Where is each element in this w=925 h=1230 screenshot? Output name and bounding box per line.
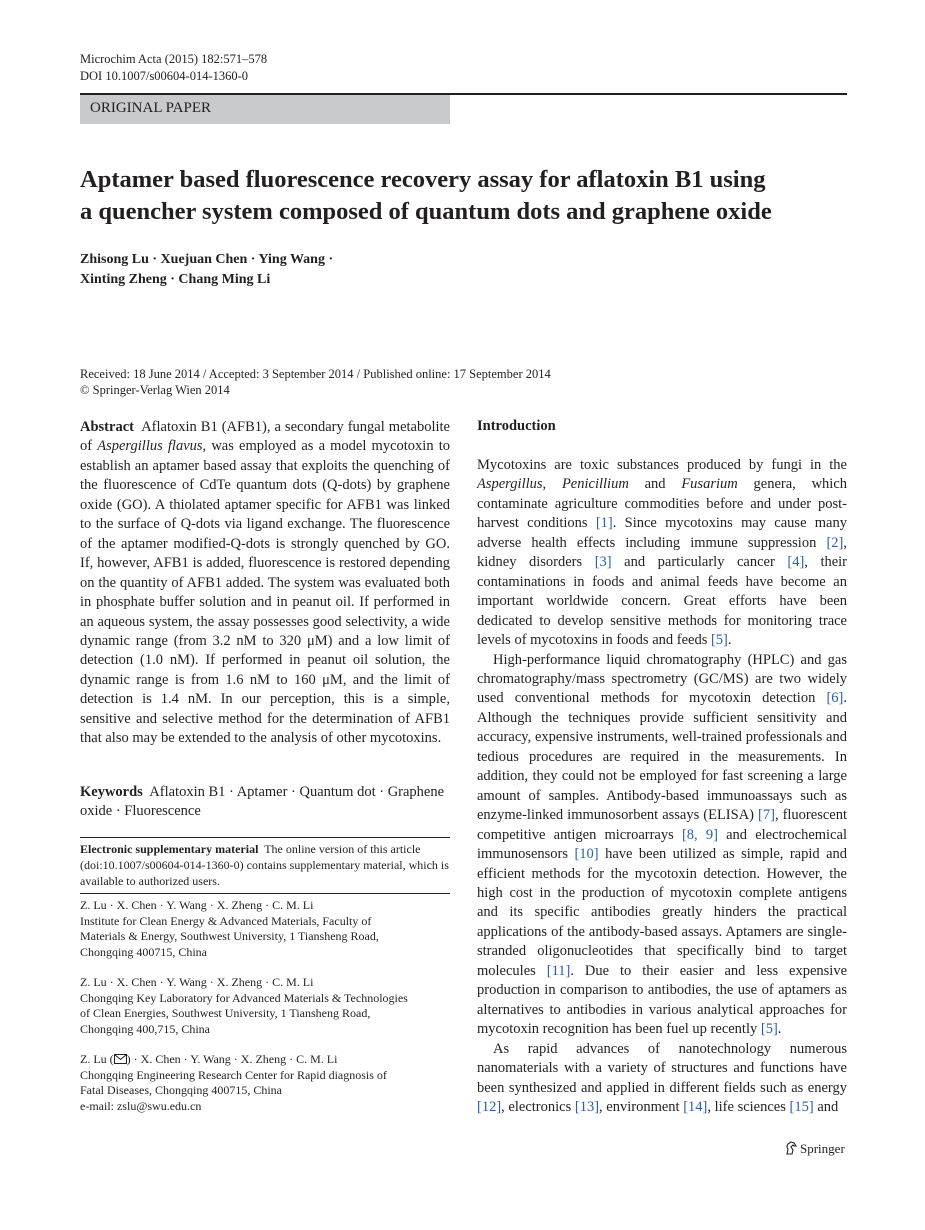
citation-link[interactable]: [2] [826, 534, 844, 551]
dates-line: Received: 18 June 2014 / Accepted: 3 September 2014 / Published online: 17 September 2014 [80, 367, 551, 381]
citation-link[interactable]: [1] [595, 515, 613, 532]
text-run: and particularly cancer [611, 554, 788, 571]
copyright-line [80, 382, 847, 398]
text-run: Mycotoxins are toxic substances produced by fungi in the [477, 457, 847, 473]
abstract [80, 418, 450, 749]
email-line[interactable]: e-mail: zslu@swu.edu.cn [80, 1098, 202, 1113]
section-label: ORIGINAL PAPER [90, 100, 211, 116]
affiliation-1 [80, 898, 450, 960]
affiliation-line: Materials & Energy, Southwest University, 1 Tiansheng Road, [80, 929, 379, 944]
intro-paragraph-2 [477, 651, 847, 1040]
citation-link[interactable]: [3] [594, 554, 612, 571]
journal-header [80, 51, 267, 85]
author-list [80, 250, 480, 290]
citation-link[interactable]: [11] [546, 962, 571, 979]
citation-link[interactable]: [7] [758, 807, 775, 824]
text-run: As rapid advances of nanotechnology numerous nanomaterials with a variety of structures and functions have been synthesized and applied in different fields such as energy [477, 1040, 847, 1096]
text-run: and [628, 476, 682, 493]
esm-text: The online version of this article (doi:10.1007/s00604-014-1360-0) contains supplementary material, which is available to authorized users. [80, 842, 449, 888]
text-run: , kidney disorders [477, 534, 847, 571]
affiliation-line: Chongqing Key Laboratory for Advanced Materials & Technologies [80, 990, 408, 1005]
abstract-species: Aspergillus flavus [97, 438, 203, 455]
citation-link[interactable]: [12] [477, 1098, 502, 1115]
text-run: . Although the techniques provide sufficient sensitivity and accuracy, expensive instruments, well-trained professionals and tedious procedures are required in the measurements. In addition, they could not be employed for fast screening a large amount of samples. Antibody-based immunoassays such as enzyme-linked immunosorbent assays (ELISA) [477, 690, 847, 824]
citation-link[interactable]: [5] [710, 632, 728, 649]
affiliation-line: Institute for Clean Energy & Advanced Materials, Faculty of [80, 913, 372, 928]
affiliation-authors-rest: ) · X. Chen · Y. Wang · X. Zheng · C. M. Li [126, 1052, 338, 1066]
text-run: , [542, 476, 562, 493]
text-run: and [813, 1098, 839, 1115]
citation-link[interactable]: [15] [789, 1098, 814, 1115]
text-run: . Since mycotoxins may cause many adverse health effects including immune suppression [477, 515, 847, 551]
affiliation-authors [80, 1052, 450, 1068]
paper-title [80, 164, 847, 228]
title-line-2: a quencher system composed of quantum dots and graphene oxide [80, 198, 772, 225]
text-run: , fluorescent competitive antigen microarrays [477, 807, 847, 843]
citation-link[interactable]: [14] [683, 1098, 708, 1115]
text-run: , environment [599, 1098, 684, 1115]
text-run: , their contaminations in foods and animal feeds have become an important worldwide concern. Great efforts have been dedicated to develop sensitive methods for monitoring trace levels of mycotoxins in foods and feeds [477, 554, 848, 649]
abstract-text-2: , was employed as a model mycotoxin to establish an aptamer based assay that exploits the quenching of the fluorescence of CdTe quantum dots (Q-dots) by graphene oxide (GO). A thiolated aptamer specific for AFB1 was linked to the surface of Q-dots via ligand exchange. The fluorescence of the aptamer modified-Q-dots is strongly quenched by GO. If, however, AFB1 is added, fluorescence is restored depending on the quantity of AFB1 added. The system was evaluated both in phosphate buffer solution and in peanut oil. If performed in an aqueous system, the assay possesses good selectivity, a wide dynamic range (from 3.2 nM to 320 μM) and a low limit of detection (1.0 nM). If performed in peanut oil solution, the dynamic range is from 1.6 nM to 160 μM, and the limit of detection is 1.4 nM. In our perception, this is a simple, sensitive and selective method for the determination of AFB1 that also may be extended to the analysis of other mycotoxins. [80, 438, 450, 747]
text-run: genera, which contaminate agriculture commodities before and under post-harvest conditions [477, 476, 848, 532]
intro-paragraph-1 [477, 456, 847, 651]
envelope-icon [114, 1054, 127, 1064]
introduction-body [477, 456, 847, 1117]
text-run: have been utilized as simple, rapid and efficient methods for the mycotoxin detection. However, the high cost in the production of mycotoxin complete antigens and its specific antibodies greatly hinders the practical applications of the antibody-based assays. Aptamers are single-stranded oligonucleotides that specifically bind to target molecules [477, 846, 848, 979]
affiliation-3 [80, 1052, 450, 1114]
authors-line-2: Xinting Zheng · Chang Ming Li [80, 272, 271, 287]
genus-name: Aspergillus [477, 476, 543, 493]
affiliation-line: of Clean Energies, Southwest University, 1 Tiansheng Road, [80, 1006, 371, 1021]
corresponding-author: Z. Lu ( [80, 1052, 114, 1066]
section-label-bar [80, 95, 450, 124]
supplementary-material-note [80, 841, 450, 889]
text-run: . Due to their easier and less expensive production in comparison to antibodies, the use of aptamers as alternatives to antibodies in various analytical approaches for mycotoxin recognition has been fuel up recently [477, 962, 847, 1038]
genus-name: Fusarium [681, 476, 738, 493]
text-run: . [727, 632, 732, 649]
citation-link[interactable]: [8, 9] [681, 826, 718, 843]
intro-paragraph-3 [477, 1040, 847, 1118]
text-run: and electrochemical immunosensors [477, 826, 847, 863]
citation-link[interactable]: [10] [574, 846, 599, 863]
affiliation-authors: Z. Lu · X. Chen · Y. Wang · X. Zheng · C. M. Li [80, 975, 314, 989]
abstract-label: Abstract [80, 419, 134, 435]
springer-horse-icon [785, 1141, 797, 1155]
affiliation-line: Fatal Diseases, Chongqing 400715, China [80, 1083, 282, 1098]
publisher-name: Springer [800, 1141, 845, 1156]
affiliation-2 [80, 975, 450, 1037]
journal-citation: Microchim Acta (2015) 182:571–578 [80, 52, 268, 66]
citation-link[interactable]: [6] [826, 690, 844, 707]
text-run: High-performance liquid chromatography (HPLC) and gas chromatography/mass spectrometry (GC/MS) are two widely used conventional methods for mycotoxin detection [477, 651, 847, 707]
publication-dates [80, 366, 847, 398]
keywords [80, 783, 450, 822]
genus-name: Penicillium [561, 476, 629, 493]
doi: DOI 10.1007/s00604-014-1360-0 [80, 69, 249, 83]
citation-link[interactable]: [5] [760, 1021, 778, 1038]
authors-line-1: Zhisong Lu · Xuejuan Chen · Ying Wang · [80, 252, 334, 267]
title-line-1: Aptamer based fluorescence recovery assay for aflatoxin B1 using [80, 166, 766, 193]
affiliation-line: Chongqing Engineering Research Center for Rapid diagnosis of [80, 1067, 387, 1082]
keywords-label: Keywords [80, 784, 143, 800]
divider [80, 893, 450, 894]
copyright-icon: © [80, 383, 90, 397]
citation-link[interactable]: [13] [574, 1098, 600, 1115]
introduction-heading: Introduction [477, 418, 556, 434]
text-run: , life sciences [707, 1098, 790, 1115]
copyright-text: Springer-Verlag Wien 2014 [92, 383, 230, 397]
esm-label: Electronic supplementary material [80, 842, 259, 856]
text-run: , electronics [501, 1098, 575, 1115]
publisher-logo [785, 1141, 845, 1157]
affiliation-line: Chongqing 400715, China [80, 944, 208, 959]
abstract-text-1: Aflatoxin B1 (AFB1), a secondary fungal metabolite of [80, 419, 450, 455]
divider [80, 837, 450, 838]
affiliation-authors: Z. Lu · X. Chen · Y. Wang · X. Zheng · C. M. Li [80, 898, 314, 912]
citation-link[interactable]: [4] [787, 554, 805, 571]
affiliation-line: Chongqing 400,715, China [80, 1021, 211, 1036]
text-run: . [777, 1021, 782, 1038]
keywords-text: Aflatoxin B1 · Aptamer · Quantum dot · Graphene oxide · Fluorescence [80, 784, 445, 820]
